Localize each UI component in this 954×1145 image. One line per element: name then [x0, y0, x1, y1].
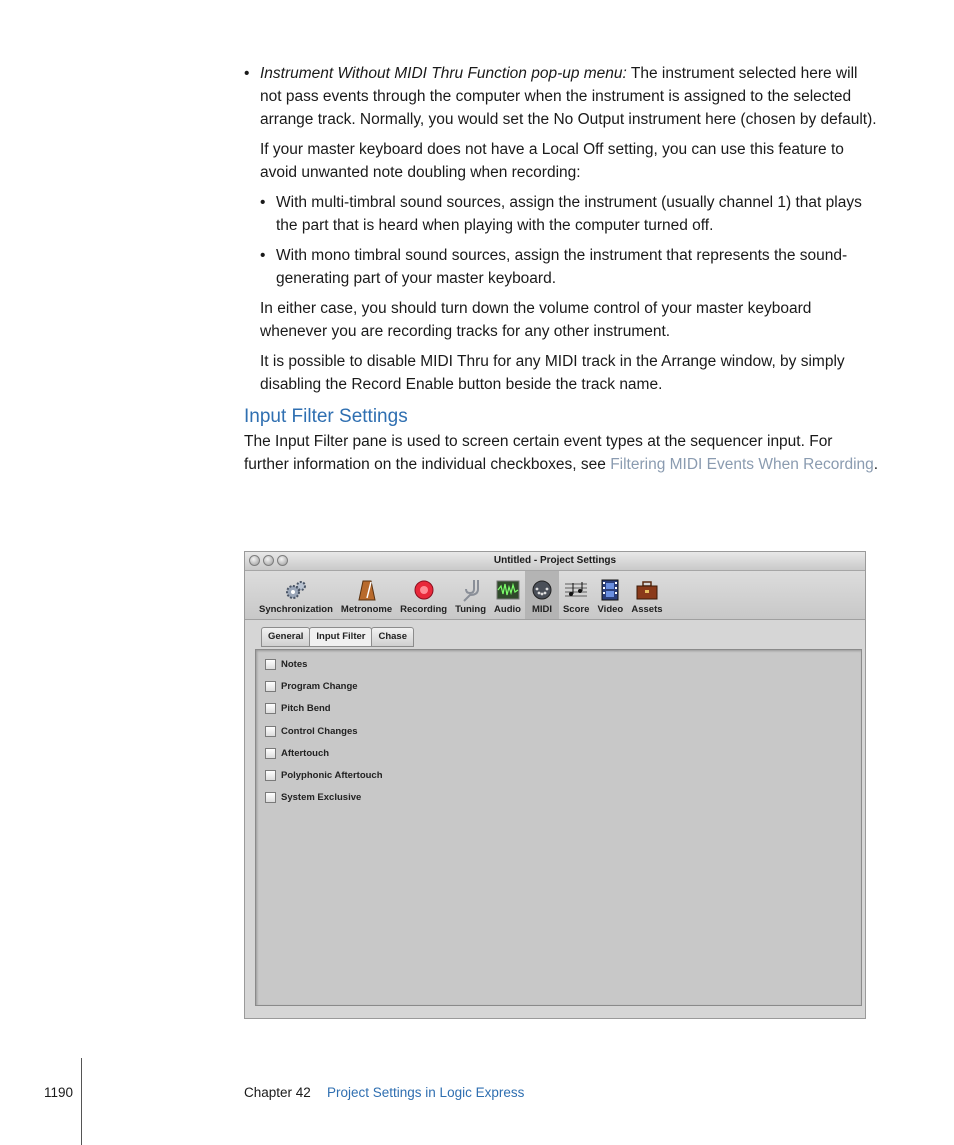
settings-toolbar: [245, 571, 865, 620]
toolbar-tuning[interactable]: [451, 571, 490, 619]
page-number: 1190: [44, 1085, 74, 1100]
term-description: The instrument selected here will not pass events through the computer when the instrument is assigned to the selected arrange track. Normally, you would set the No Output instrument here (chosen by default).: [260, 65, 877, 128]
sub-bullet-text: With mono timbral sound sources, assign the instrument that represents the sound-generating part of your master keyboard.: [276, 247, 848, 287]
tab-bar: [261, 627, 413, 647]
checkbox[interactable]: [265, 681, 276, 692]
minimize-button[interactable]: [263, 555, 274, 566]
tab-input-filter[interactable]: Input Filter: [309, 627, 372, 647]
toolbar-video[interactable]: [593, 571, 627, 619]
checkbox-label: Program Change: [281, 680, 358, 692]
checkbox-label: Polyphonic Aftertouch: [281, 770, 383, 782]
footer-chapter: Chapter 42: [244, 1085, 311, 1100]
main-text: [244, 62, 880, 476]
section-heading: Input Filter Settings: [244, 406, 408, 427]
toolbar-label: Tuning: [455, 604, 487, 615]
score-icon: [563, 578, 589, 602]
checkbox-label: Aftertouch: [281, 747, 330, 759]
checkbox[interactable]: [265, 792, 276, 803]
bullet-item: [244, 62, 880, 131]
toolbar-label: Score: [562, 604, 590, 615]
toolbar-synchronization[interactable]: [255, 571, 337, 619]
toolbar-midi[interactable]: [525, 571, 559, 619]
midi-port-icon: [529, 578, 555, 602]
window-title: Untitled - Project Settings: [493, 555, 617, 566]
toolbar-score[interactable]: [559, 571, 593, 619]
checkbox-label: Control Changes: [281, 725, 358, 737]
checkbox-label: Notes: [281, 658, 308, 670]
briefcase-icon: [634, 578, 660, 602]
toolbar-label: Audio: [494, 604, 521, 615]
checkbox-notes[interactable]: [256, 653, 861, 675]
paragraph: [244, 430, 880, 476]
record-icon: [411, 578, 437, 602]
sub-bullet-item: [244, 191, 880, 237]
close-button[interactable]: [249, 555, 260, 566]
toolbar-recording[interactable]: [396, 571, 451, 619]
tab-chase[interactable]: Chase: [371, 627, 414, 647]
tab-general[interactable]: General: [261, 627, 310, 647]
checkbox-label: System Exclusive: [281, 792, 362, 804]
footer-rule: [81, 1058, 82, 1145]
window-controls: [249, 555, 288, 566]
toolbar-assets[interactable]: [627, 571, 666, 619]
paragraph: It is possible to disable MIDI Thru for any MIDI track in the Arrange window, by simply disabling the Record Enable button beside the track name.: [260, 353, 845, 393]
window-titlebar: [245, 552, 865, 571]
bullet-glyph: •: [260, 247, 266, 264]
checkbox-label: Pitch Bend: [281, 703, 331, 715]
toolbar-label: Metronome: [340, 604, 393, 615]
toolbar-label: Synchronization: [259, 604, 333, 615]
sub-bullet-item: [244, 244, 880, 290]
gears-icon: [283, 578, 309, 602]
zoom-button[interactable]: [277, 555, 288, 566]
metronome-icon: [354, 578, 380, 602]
project-settings-window: [244, 551, 866, 1019]
term-label: Instrument Without MIDI Thru Function pop-up menu:: [260, 65, 627, 82]
paragraph: If your master keyboard does not have a Local Off setting, you can use this feature to avoid unwanted note doubling when recording:: [260, 141, 844, 181]
input-filter-pane: [255, 649, 862, 1006]
toolbar-label: Recording: [400, 604, 448, 615]
checkbox[interactable]: [265, 726, 276, 737]
sub-bullet-text: With multi-timbral sound sources, assign the instrument (usually channel 1) that plays the part that is heard when playing with the computer turned off.: [276, 194, 862, 234]
footer-chapter-title: Project Settings in Logic Express: [327, 1085, 525, 1100]
checkbox[interactable]: [265, 748, 276, 759]
paragraph-text: The Input Filter pane is used to screen certain event types at the sequencer input. For further information on the individual checkboxes, see: [244, 433, 833, 473]
checkbox-pitch-bend[interactable]: [256, 698, 861, 720]
toolbar-label: Video: [597, 604, 624, 615]
toolbar-metronome[interactable]: [337, 571, 396, 619]
checkbox[interactable]: [265, 770, 276, 781]
tuning-fork-icon: [458, 578, 484, 602]
toolbar-label: Assets: [631, 604, 663, 615]
paragraph-punct: .: [873, 456, 879, 473]
cross-reference-link[interactable]: Filtering MIDI Events When Recording: [610, 456, 874, 473]
bullet-glyph: •: [244, 65, 250, 82]
toolbar-label: MIDI: [531, 604, 552, 615]
checkbox-program-change[interactable]: [256, 675, 861, 697]
checkbox-polyphonic-aftertouch[interactable]: [256, 764, 861, 786]
toolbar-audio[interactable]: [490, 571, 525, 619]
waveform-icon: [495, 578, 521, 602]
paragraph: In either case, you should turn down the volume control of your master keyboard whenever you are recording tracks for any other instrument.: [260, 300, 812, 340]
film-icon: [597, 578, 623, 602]
checkbox-aftertouch[interactable]: [256, 742, 861, 764]
bullet-glyph: •: [260, 194, 266, 211]
checkbox[interactable]: [265, 659, 276, 670]
checkbox-system-exclusive[interactable]: [256, 787, 861, 809]
checkbox-control-changes[interactable]: [256, 720, 861, 742]
checkbox[interactable]: [265, 703, 276, 714]
